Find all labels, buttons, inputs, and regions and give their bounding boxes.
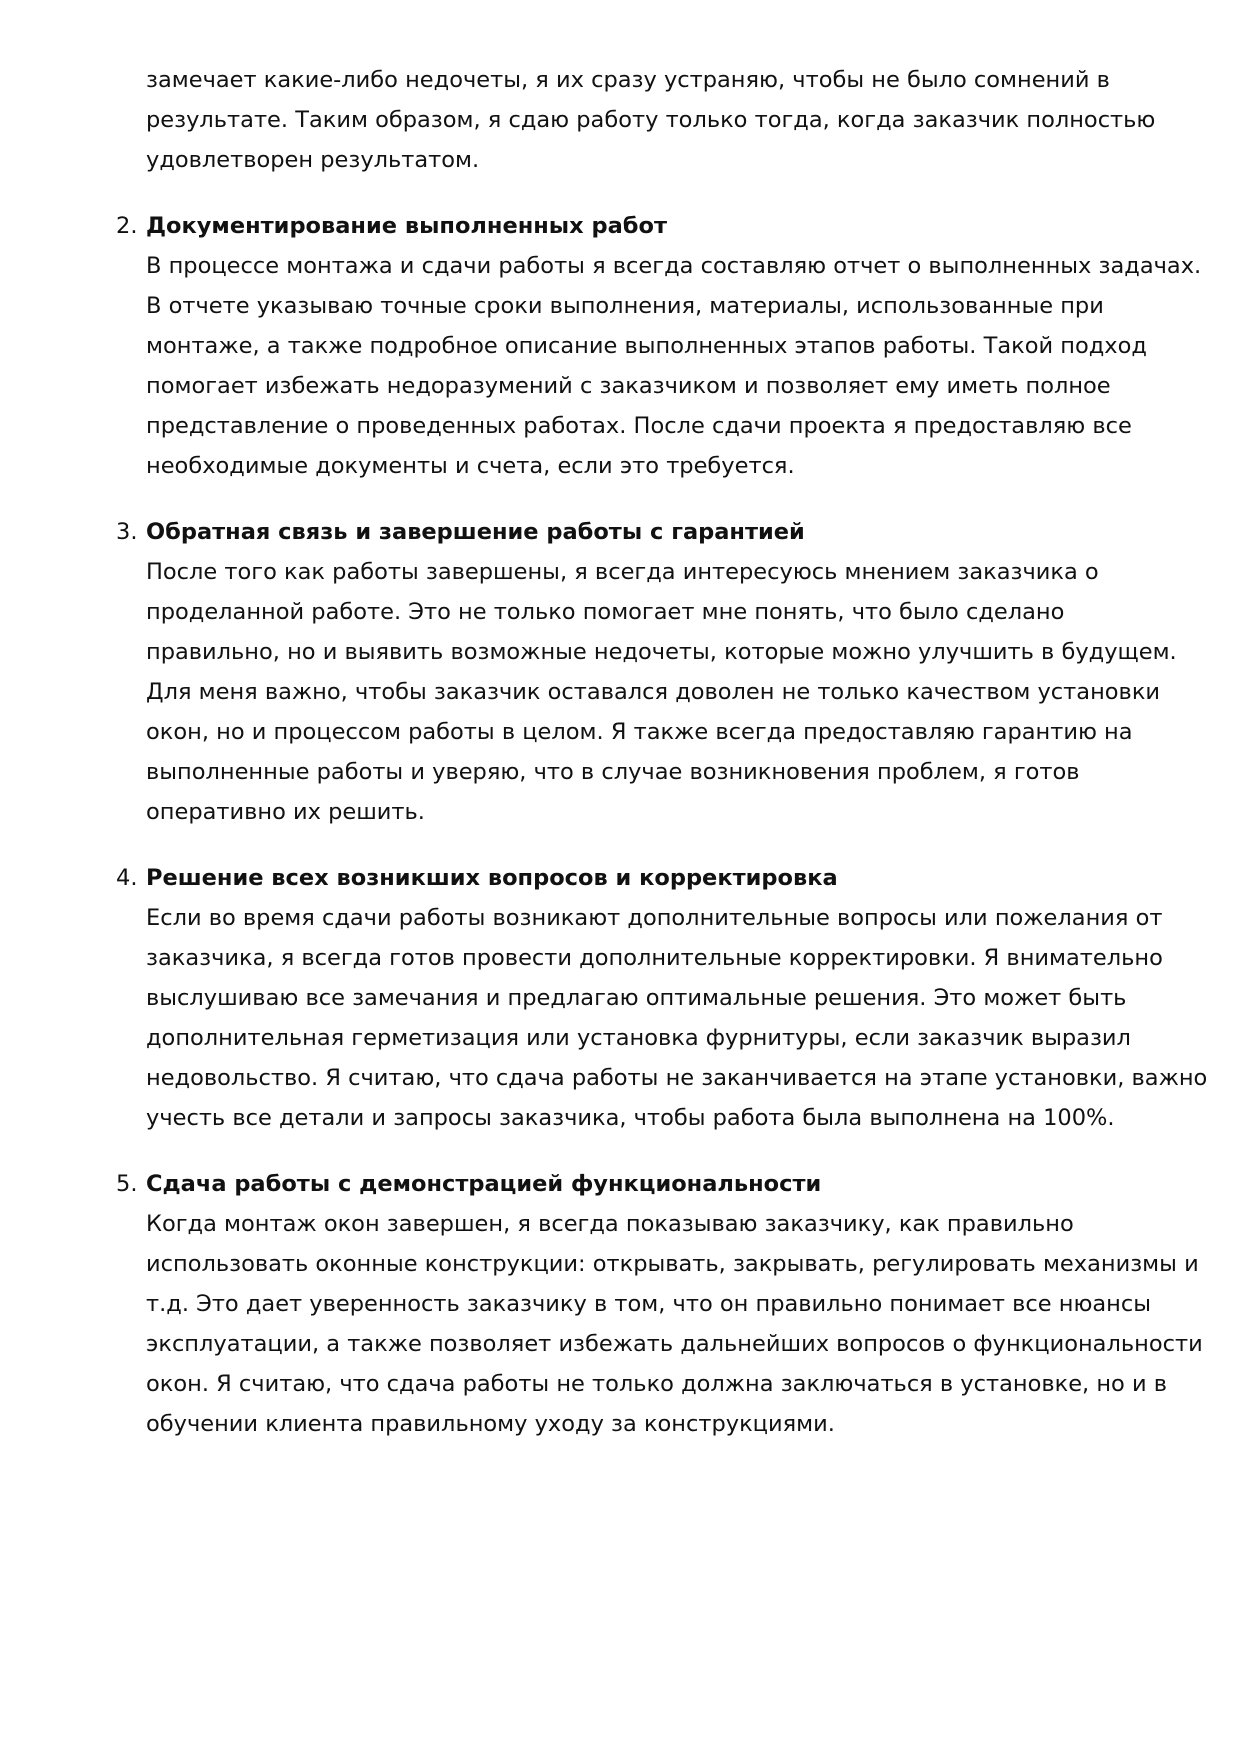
paragraph-line: помогает избежать недоразумений с заказчиком и позволяет ему иметь полное [146,373,1111,399]
paragraph-line: Для меня важно, чтобы заказчик оставался доволен не только качеством установки [146,679,1161,705]
paragraph-line: В отчете указываю точные сроки выполнения, материалы, использованные при [146,293,1104,319]
paragraph-line: После того как работы завершены, я всегда интересуюсь мнением заказчика о [146,559,1099,585]
list-item [116,206,1202,486]
paragraph-line: Когда монтаж окон завершен, я всегда показываю заказчику, как правильно [146,1211,1074,1237]
list-item [116,512,1177,832]
paragraph-line: эксплуатации, а также позволяет избежать дальнейших вопросов о функциональности [146,1331,1203,1357]
paragraph-line: проделанной работе. Это не только помогает мне понять, что было сделано [146,599,1065,625]
paragraph-line: обучении клиента правильному уходу за конструкциями. [146,1411,835,1437]
list-item-heading: Решение всех возникших вопросов и корректировка [146,865,838,891]
paragraph-line: недовольство. Я считаю, что сдача работы не заканчивается на этапе установки, важно [146,1065,1208,1091]
paragraph-line: Если во время сдачи работы возникают дополнительные вопросы или пожелания от [146,905,1163,931]
list-item-number: 5. [116,1171,138,1197]
paragraph-line: окон, но и процессом работы в целом. Я также всегда предоставляю гарантию на [146,719,1133,745]
paragraph-line: В процессе монтажа и сдачи работы я всегда составляю отчет о выполненных задачах. [146,253,1202,279]
list-item [116,858,1208,1138]
paragraph-line: выполненные работы и уверяю, что в случае возникновения проблем, я готов [146,759,1080,785]
intro-paragraph [146,60,1166,180]
paragraph-line: дополнительная герметизация или установка фурнитуры, если заказчик выразил [146,1025,1131,1051]
paragraph-line: правильно, но и выявить возможные недочеты, которые можно улучшить в будущем. [146,639,1177,665]
list-item-number: 4. [116,865,138,891]
paragraph-line: представление о проведенных работах. После сдачи проекта я предоставляю все [146,413,1132,439]
paragraph-line: т.д. Это дает уверенность заказчику в том, что он правильно понимает все нюансы [146,1291,1152,1317]
paragraph-line: монтаже, а также подробное описание выполненных этапов работы. Такой подход [146,333,1147,359]
paragraph-line: оперативно их решить. [146,799,425,825]
list-item-heading: Документирование выполненных работ [146,213,667,239]
paragraph-line: удовлетворен результатом. [146,147,480,173]
paragraph-line: выслушиваю все замечания и предлагаю оптимальные решения. Это может быть [146,985,1127,1011]
list-item-number: 3. [116,519,138,545]
paragraph-line: заказчика, я всегда готов провести дополнительные корректировки. Я внимательно [146,945,1163,971]
list-item-heading: Сдача работы с демонстрацией функциональности [146,1171,822,1197]
paragraph-line: замечает какие-либо недочеты, я их сразу устраняю, чтобы не было сомнений в [146,67,1110,93]
list-item-number: 2. [116,213,138,239]
list-item [116,1164,1203,1444]
paragraph-line: результате. Таким образом, я сдаю работу только тогда, когда заказчик полностью [146,107,1156,133]
paragraph-line: учесть все детали и запросы заказчика, чтобы работа была выполнена на 100%. [146,1105,1115,1131]
paragraph-line: использовать оконные конструкции: открывать, закрывать, регулировать механизмы и [146,1251,1199,1277]
list-item-heading: Обратная связь и завершение работы с гарантией [146,519,805,545]
document-body [116,60,1208,1444]
paragraph-line: окон. Я считаю, что сдача работы не только должна заключаться в установке, но и в [146,1371,1168,1397]
paragraph-line: необходимые документы и счета, если это требуется. [146,453,795,479]
